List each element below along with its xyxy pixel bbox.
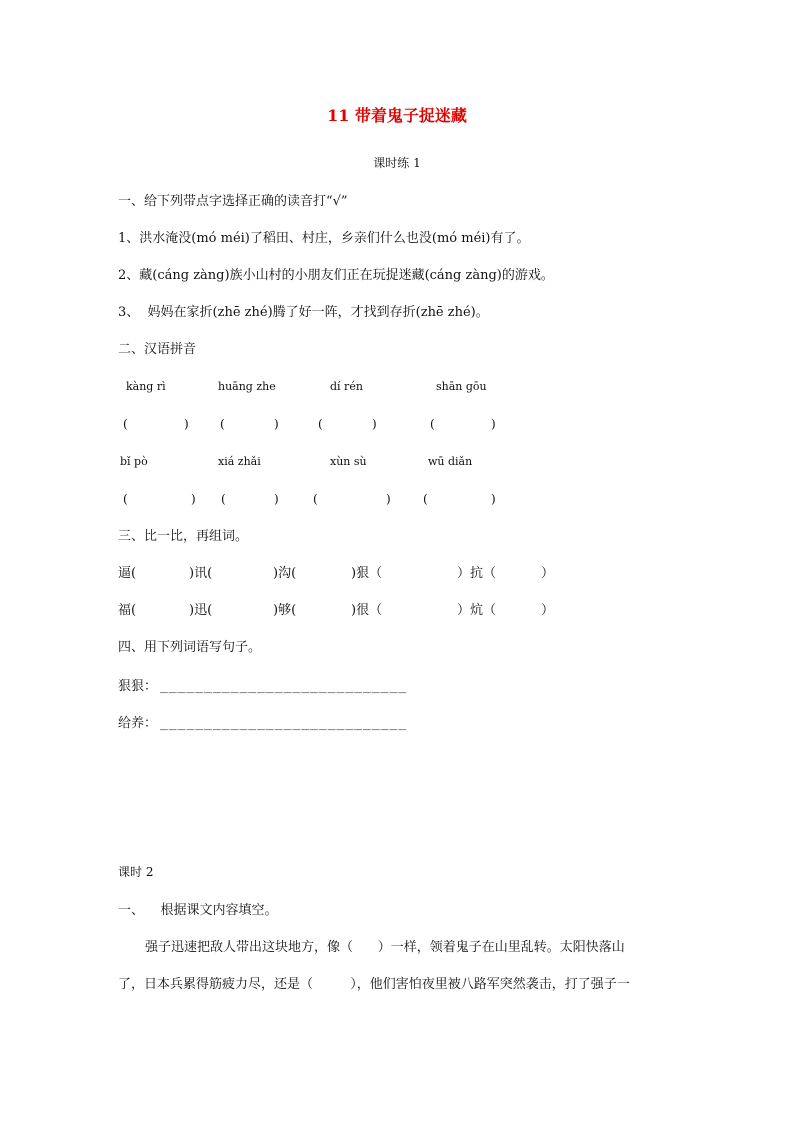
paragraph-line: 了，日本兵累得筋疲力尽，还是（ ），他们害怕夜里被八路军突然袭击，打了强子一 (118, 977, 630, 992)
answer-paren-open: ( (318, 417, 323, 431)
section-2-heading: 二、汉语拼音 (118, 342, 197, 357)
answer-paren-open: ( (123, 417, 128, 431)
pinyin-item: huāng zhe (218, 380, 276, 393)
pinyin-item: kàng rì (126, 380, 166, 393)
compare-item: 福( (118, 603, 137, 618)
section-3-heading: 三、比一比，再组词。 (118, 529, 249, 544)
compare-item: )够( (273, 603, 297, 618)
answer-paren-close: ) (191, 492, 196, 506)
answer-paren-close: ) (491, 417, 496, 431)
compare-item: 逼( (118, 566, 137, 581)
compare-item: ）抗（ (457, 566, 497, 581)
answer-paren-open: ( (313, 492, 318, 506)
compare-item: )迅( (189, 603, 213, 618)
answer-paren-open: ( (221, 492, 226, 506)
answer-paren-open: ( (430, 417, 435, 431)
compare-item: )沟( (273, 566, 297, 581)
pinyin-item: xiá zhǎi (218, 455, 261, 468)
word-1-label: 狠狠： (118, 679, 158, 694)
question-1: 1、洪水淹没(mó méi)了稻田、村庄，乡亲们什么也没(mó méi)有了。 (118, 231, 530, 246)
answer-paren-close: ) (491, 492, 496, 506)
answer-paren-open: ( (220, 417, 225, 431)
word-2-label: 给养： (118, 716, 158, 731)
question-2: 2、藏(cáng zàng)族小山村的小朋友们正在玩捉迷藏(cáng zàng)的游戏。 (118, 268, 554, 283)
compare-item: )狠（ (351, 566, 383, 581)
section-4-heading: 四、用下列词语写句子。 (118, 640, 262, 655)
answer-paren-close: ) (386, 492, 391, 506)
compare-item: )很（ (351, 603, 383, 618)
answer-blank: ____________________________ (160, 716, 408, 731)
answer-paren-close: ) (184, 417, 189, 431)
lesson-1-label: 课时练 1 (373, 156, 421, 170)
pinyin-item: dí rén (330, 380, 363, 393)
compare-item: )讯( (189, 566, 213, 581)
compare-item: ） (541, 566, 555, 581)
answer-paren-close: ) (274, 492, 279, 506)
compare-item: ）炕（ (457, 603, 497, 618)
pinyin-item: shān gōu (436, 380, 487, 393)
compare-item: ） (541, 603, 555, 618)
answer-paren-open: ( (123, 492, 128, 506)
lesson-2-label: 课时 2 (118, 865, 154, 879)
pinyin-item: wū diǎn (428, 455, 473, 468)
section-1-heading: 一、给下列带点字选择正确的读音打“√” (118, 194, 348, 209)
paragraph-line: 强子迅速把敌人带出这块地方，像（ ）一样，领着鬼子在山里乱转。太阳快落山 (145, 940, 625, 955)
answer-blank: ____________________________ (160, 679, 408, 694)
answer-paren-open: ( (423, 492, 428, 506)
question-3: 3、 妈妈在家折(zhē zhé)腾了好一阵，才找到存折(zhē zhé)。 (118, 305, 489, 320)
pinyin-item: bǐ pò (120, 455, 148, 468)
answer-paren-close: ) (372, 417, 377, 431)
page-title: 11 带着鬼子捉迷藏 (327, 106, 467, 125)
answer-paren-close: ) (274, 417, 279, 431)
pinyin-item: xùn sù (330, 455, 367, 468)
part-2-heading: 一、 根据课文内容填空。 (118, 903, 278, 918)
